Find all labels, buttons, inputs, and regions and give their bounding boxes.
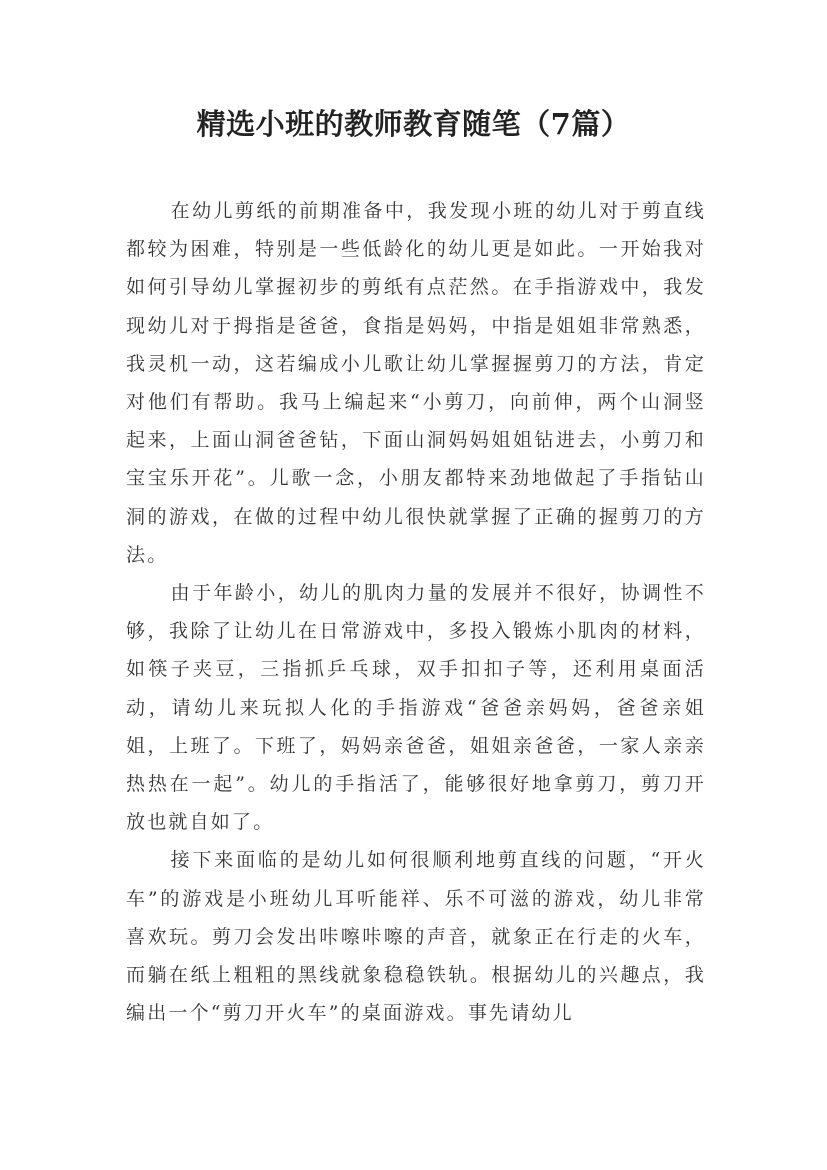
document-title: 精选小班的教师教育随笔（7篇） bbox=[196, 107, 631, 141]
paragraph: 由于年龄小，幼儿的肌肉力量的发展并不很好，协调性不够，我除了让幼儿在日常游戏中，多投入锻炼小肌肉的材料，如筷子夹豆，三指抓乒乓球，双手扣扣子等，还利用桌面活动，请幼儿来玩拟人化的手指游戏“爸爸亲妈妈，爸爸亲姐姐，上班了。下班了，妈妈亲爸爸，姐姐亲爸爸，一家人亲亲热热在一起”。幼儿的手指活了，能够很好地拿剪刀，剪刀开放也就自如了。 bbox=[126, 582, 706, 834]
paragraph: 在幼儿剪纸的前期准备中，我发现小班的幼儿对于剪直线都较为困难，特别是一些低龄化的幼儿更是如此。一开始我对如何引导幼儿掌握初步的剪纸有点茫然。在手指游戏中，我发现幼儿对于拇指是爸爸，食指是妈妈，中指是姐姐非常熟悉，我灵机一动，这若编成小儿歌让幼儿掌握握剪刀的方法，肯定对他们有帮助。我马上编起来“小剪刀，向前伸，两个山洞竖起来，上面山洞爸爸钻，下面山洞妈妈姐姐钻进去，小剪刀和宝宝乐开花”。儿歌一念，小朋友都特来劲地做起了手指钻山洞的游戏，在做的过程中幼儿很快就掌握了正确的握剪刀的方法。 bbox=[126, 200, 706, 566]
document-body bbox=[126, 192, 706, 1032]
paragraph: 接下来面临的是幼儿如何很顺利地剪直线的问题，“开火车”的游戏是小班幼儿耳听能祥、乐不可滋的游戏，幼儿非常喜欢玩。剪刀会发出咔嚓咔嚓的声音，就象正在行走的火车，而躺在纸上粗粗的黑线就象稳稳铁轨。根据幼儿的兴趣点，我编出一个“剪刀开火车”的桌面游戏。事先请幼儿 bbox=[126, 849, 706, 1025]
